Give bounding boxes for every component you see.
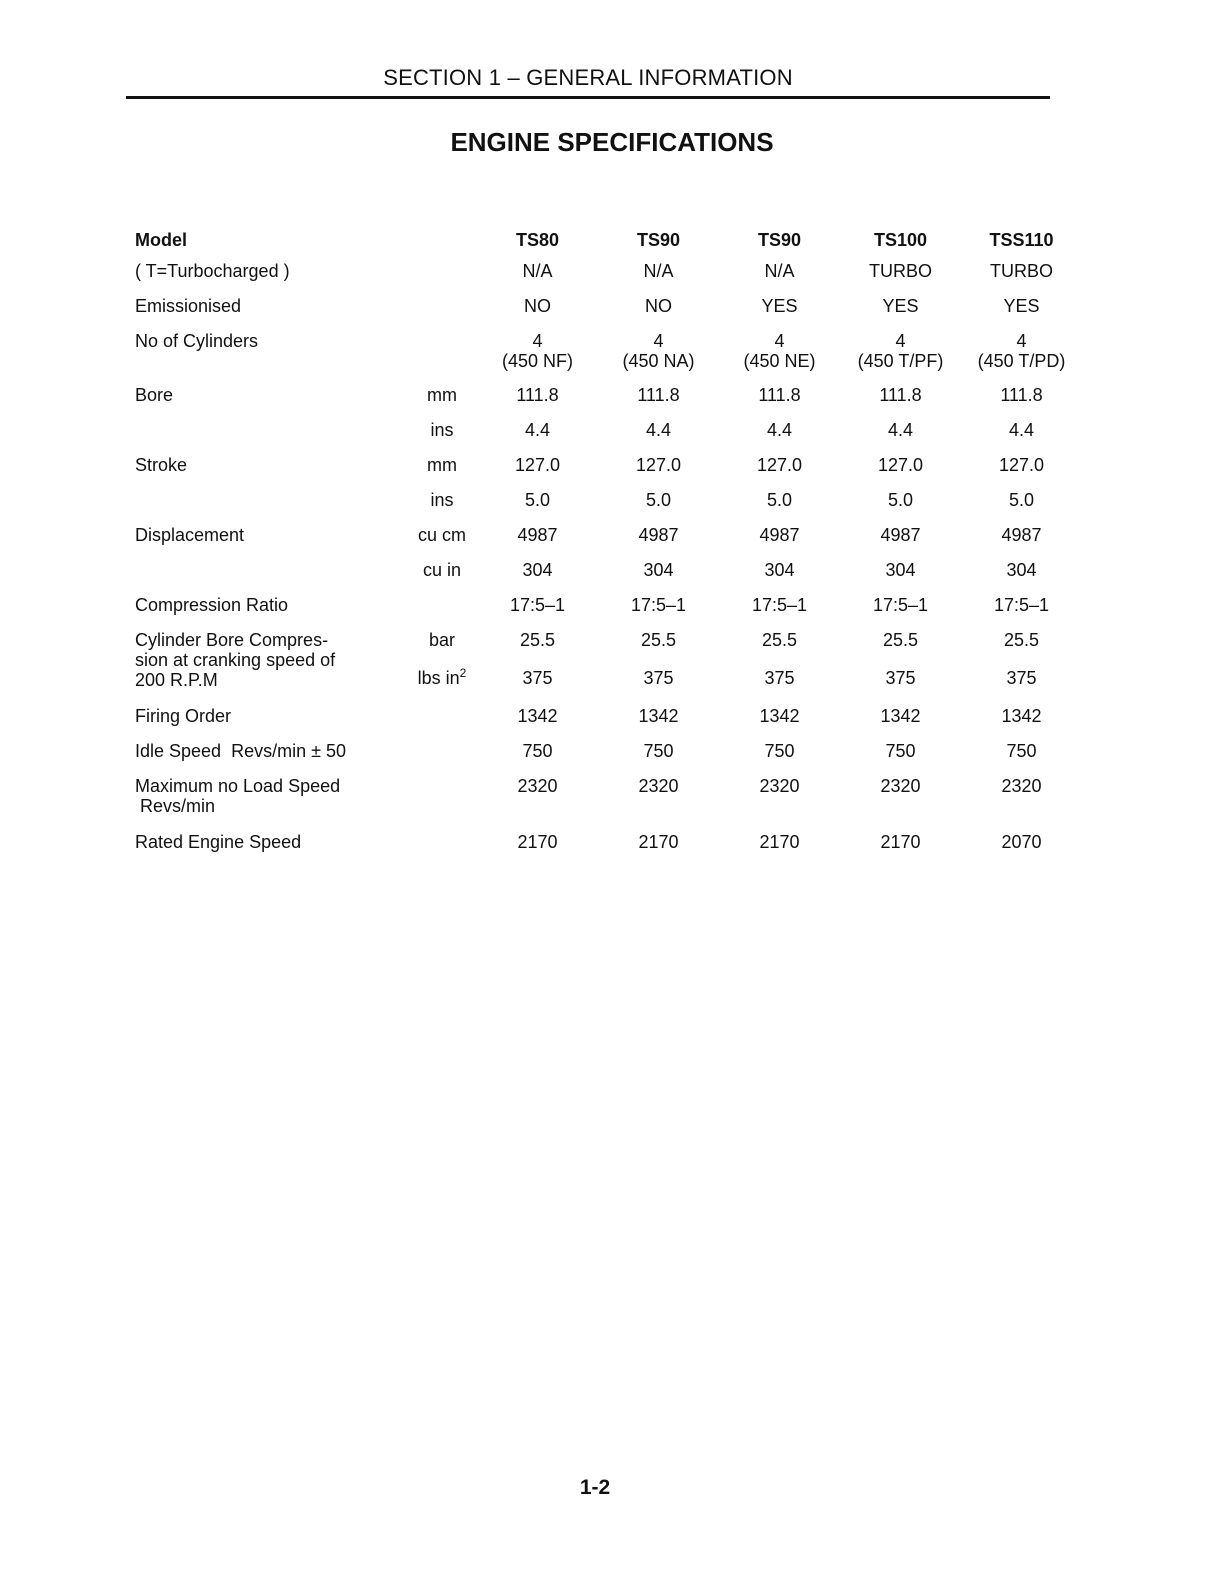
value-cell: 304 [643, 560, 674, 580]
value-cell: NO [645, 296, 672, 316]
value-cell: 17:5–1 [509, 595, 566, 615]
value-cell: 17:5–1 [872, 595, 929, 615]
value-cell: 111.8 [1000, 385, 1043, 405]
row-label: Bore [135, 385, 174, 405]
table-row-firing-order [135, 706, 1082, 741]
unit-cell [407, 296, 477, 331]
table-row-bore-mm [135, 385, 1082, 420]
value-cell: 25.5 [882, 630, 919, 650]
table-row-displacement-ci [135, 560, 1082, 595]
unit-cell [407, 261, 477, 296]
engine-spec-table [135, 226, 1082, 867]
bore-compression-label-bottom: sion at cranking speed of 200 R.P.M [135, 650, 336, 690]
value-cell: 375 [643, 668, 674, 688]
value-cell: 1342 [517, 706, 558, 726]
page-number: 1-2 [579, 1476, 611, 1499]
row-label: Displacement [135, 525, 245, 545]
value-cell: 4987 [880, 525, 921, 545]
value-cell: 1342 [1001, 706, 1042, 726]
value-cell: 4 (450 NA) [622, 331, 695, 371]
value-cell: 127.0 [635, 455, 682, 475]
value-cell: 25.5 [761, 630, 798, 650]
value-cell: 2170 [517, 832, 558, 852]
unit-cell: ins [430, 420, 454, 440]
value-cell: 304 [522, 560, 553, 580]
row-label: Compression Ratio [135, 595, 289, 615]
value-cell: 2320 [517, 776, 558, 796]
row-label: No of Cylinders [135, 331, 259, 351]
value-cell: 375 [885, 668, 916, 688]
row-label: Stroke [135, 455, 188, 475]
table-row-turbo [135, 261, 1082, 296]
table-row-stroke-ins [135, 490, 1082, 525]
model-header: TSS110 [989, 230, 1054, 250]
value-cell: 375 [522, 668, 553, 688]
value-cell: 4 (450 NE) [743, 331, 816, 371]
value-cell: TURBO [869, 261, 932, 281]
value-cell: NO [524, 296, 551, 316]
value-cell: 4987 [1001, 525, 1042, 545]
value-cell: 750 [1006, 741, 1037, 761]
unit-cell [407, 226, 477, 261]
table-row-displacement-cc [135, 525, 1082, 560]
value-cell: 25.5 [519, 630, 556, 650]
unit-cell [407, 832, 477, 867]
value-cell: 127.0 [998, 455, 1045, 475]
value-cell: 4 (450 T/PF) [857, 331, 944, 371]
value-cell: N/A [764, 261, 795, 281]
value-cell: 5.0 [766, 490, 793, 510]
value-cell: 2170 [759, 832, 800, 852]
value-cell: 5.0 [645, 490, 672, 510]
table-row-cylinders [135, 331, 1082, 385]
value-cell: 127.0 [877, 455, 924, 475]
value-cell: 375 [1006, 668, 1037, 688]
unit-cell: cu in [422, 560, 462, 580]
value-cell: 4.4 [524, 420, 551, 440]
table-row-bore-compression-bar [135, 630, 1082, 668]
value-cell: 4 (450 NF) [501, 331, 573, 371]
value-cell: YES [882, 296, 919, 316]
value-cell: 111.8 [637, 385, 680, 405]
row-label: Emissionised [135, 296, 242, 316]
value-cell: 750 [764, 741, 795, 761]
page-title: ENGINE SPECIFICATIONS [450, 127, 774, 157]
value-cell: 2320 [638, 776, 679, 796]
value-cell: 111.8 [758, 385, 801, 405]
value-cell: 4987 [517, 525, 558, 545]
value-cell: 4.4 [766, 420, 793, 440]
value-cell: YES [1003, 296, 1040, 316]
value-cell: 1342 [759, 706, 800, 726]
unit-cell: bar [428, 630, 455, 650]
row-label: Firing Order [135, 706, 232, 726]
value-cell: 17:5–1 [630, 595, 687, 615]
row-label: Rated Engine Speed [135, 832, 302, 852]
row-label: ( T=Turbocharged ) [135, 261, 290, 281]
value-cell: 4987 [759, 525, 800, 545]
model-header: TS90 [757, 230, 802, 250]
value-cell: 1342 [880, 706, 921, 726]
unit-lbs: lbs in [417, 668, 460, 688]
table-row-idle-speed [135, 741, 1082, 776]
row-label: Maximum no Load Speed Revs/min [135, 776, 341, 816]
model-label: Model [135, 230, 187, 250]
unit-cell [407, 668, 477, 706]
value-cell: 2320 [880, 776, 921, 796]
value-cell: 25.5 [1003, 630, 1040, 650]
value-cell: 25.5 [640, 630, 677, 650]
value-cell: 304 [885, 560, 916, 580]
value-cell: 2170 [638, 832, 679, 852]
value-cell: 2320 [1001, 776, 1042, 796]
value-cell: N/A [522, 261, 553, 281]
unit-cell: mm [427, 455, 457, 475]
value-cell: 4.4 [887, 420, 914, 440]
table-row-max-no-load-speed [135, 776, 1082, 832]
value-cell: 17:5–1 [751, 595, 808, 615]
unit-cell [407, 776, 477, 832]
value-cell: 4 (450 T/PD) [977, 331, 1066, 371]
value-cell: 750 [885, 741, 916, 761]
unit-lbs-superscript: 2 [459, 666, 467, 680]
value-cell: 5.0 [887, 490, 914, 510]
value-cell: YES [761, 296, 798, 316]
value-cell: 2320 [759, 776, 800, 796]
value-cell: 111.8 [516, 385, 559, 405]
row-label: Idle Speed Revs/min ± 50 [135, 741, 346, 761]
section-header: SECTION 1 – GENERAL INFORMATION [383, 65, 793, 90]
value-cell: 1342 [638, 706, 679, 726]
value-cell: 750 [522, 741, 553, 761]
unit-cell [407, 741, 477, 776]
table-row-emissionised [135, 296, 1082, 331]
value-cell: 304 [764, 560, 795, 580]
model-header: TS80 [515, 230, 560, 250]
header-rule [126, 96, 1050, 99]
value-cell: 5.0 [1008, 490, 1035, 510]
value-cell: 4.4 [1008, 420, 1035, 440]
unit-cell: ins [430, 490, 454, 510]
table-row-stroke-mm [135, 455, 1082, 490]
value-cell: 304 [1006, 560, 1037, 580]
row-label [135, 420, 407, 455]
table-row-rated-engine-speed [135, 832, 1082, 867]
unit-cell: cu cm [417, 525, 466, 545]
value-cell: 375 [764, 668, 795, 688]
value-cell: 4.4 [645, 420, 672, 440]
row-label [135, 490, 407, 525]
row-label [135, 630, 407, 706]
unit-cell [407, 706, 477, 741]
value-cell: 2070 [1001, 832, 1042, 852]
unit-cell [407, 331, 477, 385]
value-cell: 17:5–1 [993, 595, 1050, 615]
value-cell: 2170 [880, 832, 921, 852]
value-cell: TURBO [990, 261, 1053, 281]
table-row-bore-ins [135, 420, 1082, 455]
row-label [135, 560, 407, 595]
table-header-row [135, 226, 1082, 261]
value-cell: 4987 [638, 525, 679, 545]
table-row-compression-ratio [135, 595, 1082, 630]
value-cell: 5.0 [524, 490, 551, 510]
unit-cell [407, 595, 477, 630]
value-cell: 111.8 [879, 385, 922, 405]
model-header: TS90 [636, 230, 681, 250]
value-cell: 127.0 [514, 455, 561, 475]
value-cell: N/A [643, 261, 674, 281]
value-cell: 127.0 [756, 455, 803, 475]
bore-compression-label-top: Cylinder Bore Compres- [135, 630, 329, 650]
unit-cell: mm [427, 385, 457, 405]
model-header: TS100 [873, 230, 928, 250]
value-cell: 750 [643, 741, 674, 761]
